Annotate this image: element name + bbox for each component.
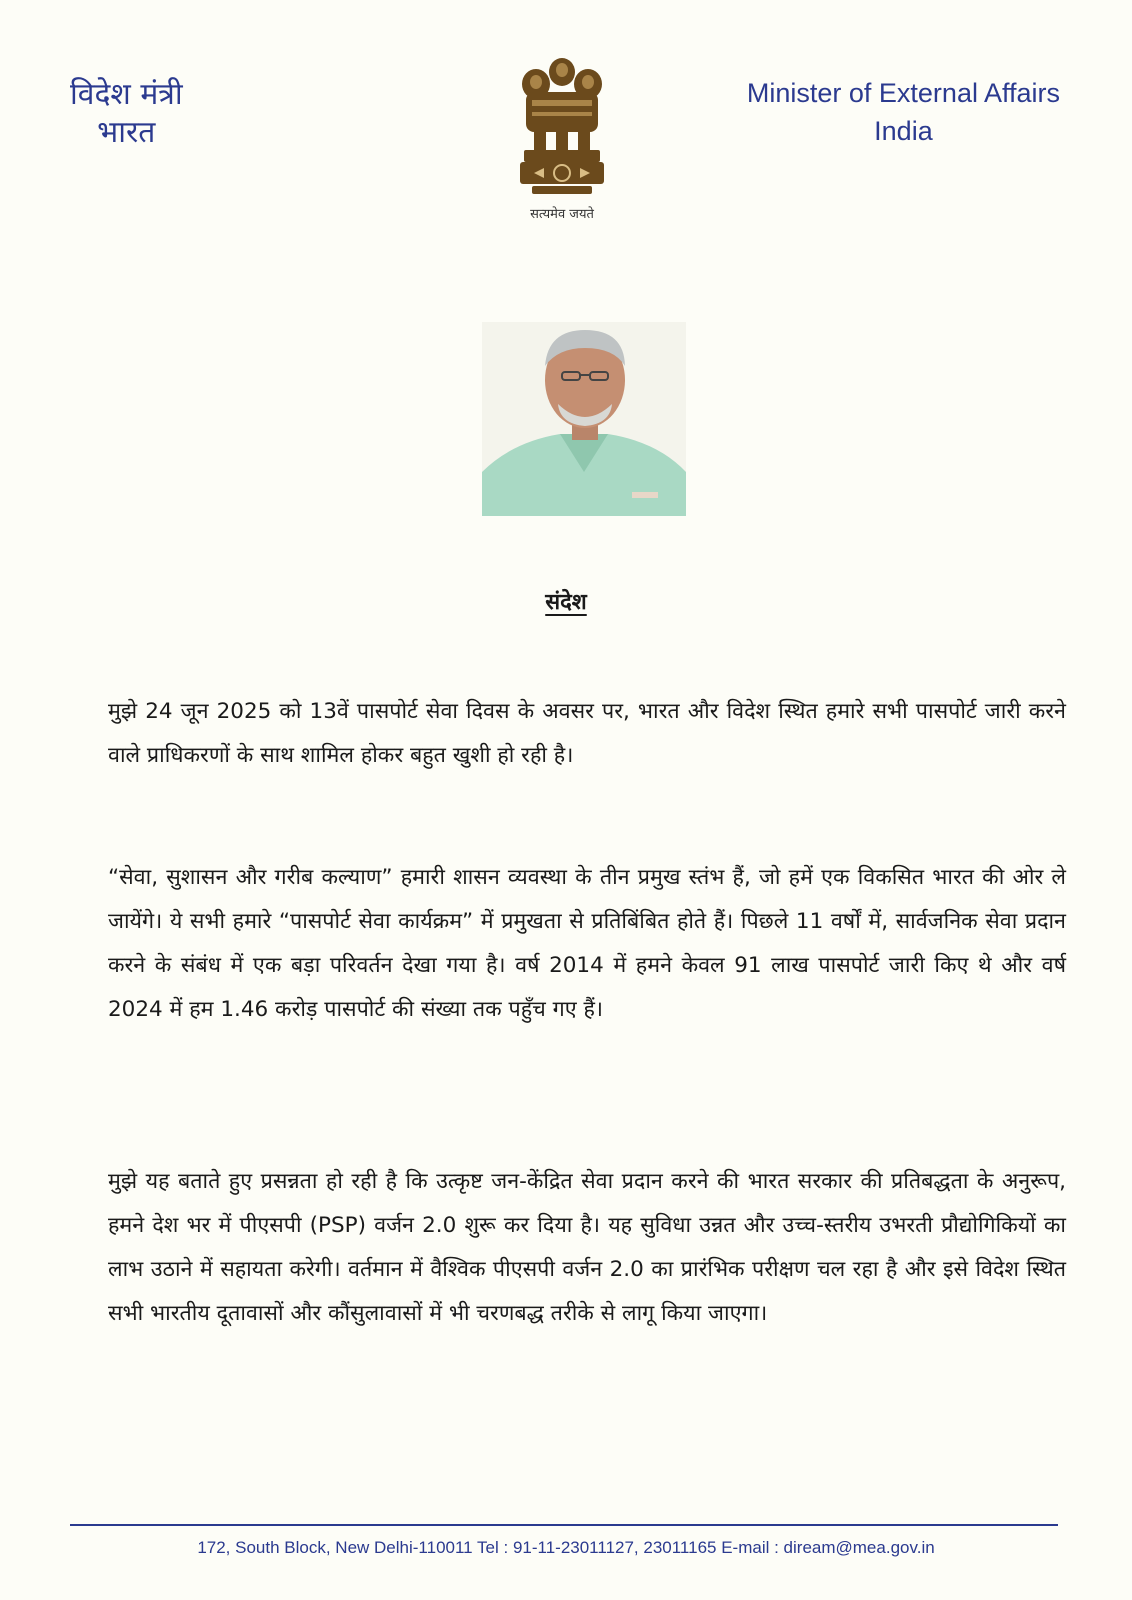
footer-address: 172, South Block, New Delhi-110011 Tel : 91-11-23011127, 23011165 E-mail : diream@mea.gov.in	[197, 1538, 935, 1557]
national-emblem	[506, 54, 618, 224]
portrait-image	[482, 322, 686, 516]
minister-photo	[482, 322, 686, 516]
emblem-motto: सत्यमेव जयते	[530, 207, 594, 222]
footer-divider	[70, 1524, 1058, 1526]
header-left	[70, 76, 183, 152]
paragraph-1	[108, 690, 1066, 778]
message-heading: संदेश	[545, 590, 587, 615]
paragraph-2	[108, 856, 1066, 1032]
lion-capital-icon	[514, 54, 610, 202]
paragraph-1-text: मुझे 24 जून 2025 को 13वें पासपोर्ट सेवा दिवस के अवसर पर, भारत और विदेश स्थित हमारे सभी पासपोर्ट जारी करने वाले प्राधिकरणों के साथ शामिल होकर बहुत खुशी हो रही है।	[108, 699, 1066, 768]
paragraph-3	[108, 1160, 1066, 1336]
title-english-minister: Minister of External Affairs	[746, 78, 1060, 108]
title-hindi-minister: विदेश मंत्री	[70, 77, 183, 112]
title-hindi-country: भारत	[97, 115, 156, 150]
title-english-country: India	[874, 116, 933, 146]
paragraph-3-text: मुझे यह बताते हुए प्रसन्नता हो रही है कि उत्कृष्ट जन-केंद्रित सेवा प्रदान करने की भारत सरकार की प्रतिबद्धता के अनुरूप, हमने देश भर में पीएसपी (PSP) वर्जन 2.0 शुरू कर दिया है। यह सुविधा उन्नत और उच्च-स्तरीय उभरती प्रौद्योगिकियों का लाभ उठाने में सहायता करेगी। वर्तमान में वैश्विक पीएसपी वर्जन 2.0 का प्रारंभिक परीक्षण चल रहा है और इसे विदेश स्थित सभी भारतीय दूतावासों और कौंसुलावासों में भी चरणबद्ध तरीके से लागू किया जाएगा।	[108, 1169, 1066, 1326]
header-right	[747, 74, 1060, 150]
paragraph-2-text: “सेवा, सुशासन और गरीब कल्याण” हमारी शासन व्यवस्था के तीन प्रमुख स्तंभ हैं, जो हमें एक विकसित भारत की ओर ले जायेंगे। ये सभी हमारे “पासपोर्ट सेवा कार्यक्रम” में प्रमुखता से प्रतिबिंबित होते हैं। पिछले 11 वर्षों में, सार्वजनिक सेवा प्रदान करने के संबंध में एक बड़ा परिवर्तन देखा गया है। वर्ष 2014 में हमने केवल 91 लाख पासपोर्ट जारी किए थे और वर्ष 2024 में हम 1.46 करोड़ पासपोर्ट की संख्या तक पहुँच गए हैं।	[108, 865, 1066, 1022]
